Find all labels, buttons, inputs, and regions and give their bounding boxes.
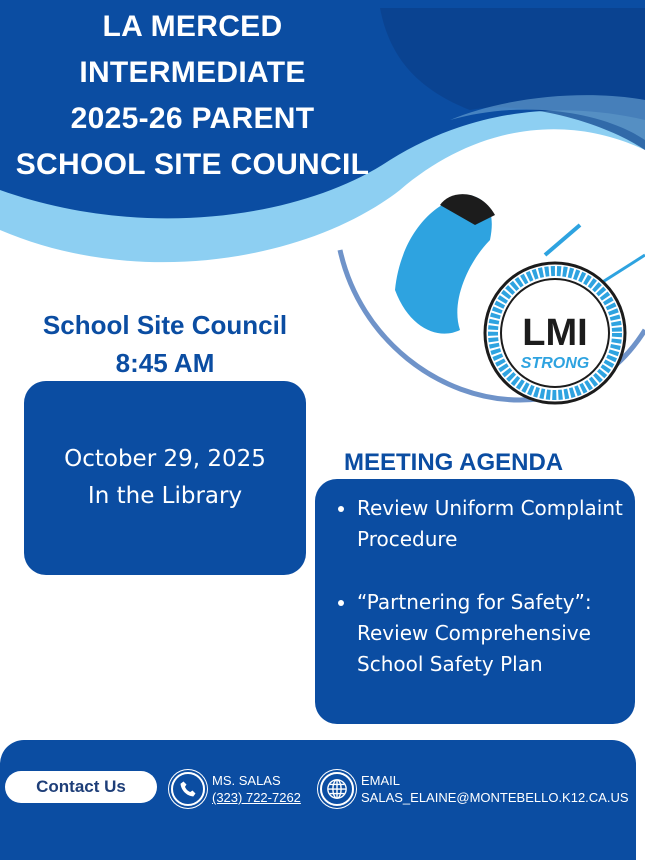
date-box [24, 381, 306, 575]
email-label: EMAIL [361, 773, 401, 788]
lmi-strong-logo [395, 194, 645, 403]
meeting-time: 8:45 AM [115, 348, 215, 378]
agenda-box [315, 479, 635, 724]
agenda-item: • “Partnering for Safety”: Review Comprehensive School Safety Plan [357, 587, 635, 680]
title-line: SCHOOL SITE COUNCIL [15, 148, 370, 181]
meeting-name: School Site Council [42, 310, 288, 340]
contact-name: MS. SALAS [212, 773, 281, 788]
title-line: 2025-26 PARENT [70, 102, 315, 135]
meeting-date: October 29, 2025 [64, 446, 266, 472]
phone-link[interactable]: (323) 722-7262 [212, 790, 301, 805]
globe-icon [320, 772, 354, 806]
title-line: LA MERCED [102, 10, 283, 43]
contact-info [212, 772, 301, 806]
agenda-item: • Review Uniform Complaint Procedure [357, 493, 635, 555]
logo-subtext: STRONG [520, 355, 590, 372]
contact-us-button[interactable]: Contact Us [5, 771, 157, 803]
meeting-location: In the Library [87, 483, 243, 509]
phone-icon [171, 772, 205, 806]
agenda-heading: MEETING AGENDA [344, 449, 564, 476]
title-line: INTERMEDIATE [79, 56, 306, 89]
page-title [0, 4, 385, 188]
logo-text: LMI [522, 312, 588, 354]
meeting-heading [20, 306, 310, 382]
email-info [361, 772, 629, 806]
email-address[interactable]: SALAS_ELAINE@MONTEBELLO.K12.CA.US [361, 790, 629, 805]
